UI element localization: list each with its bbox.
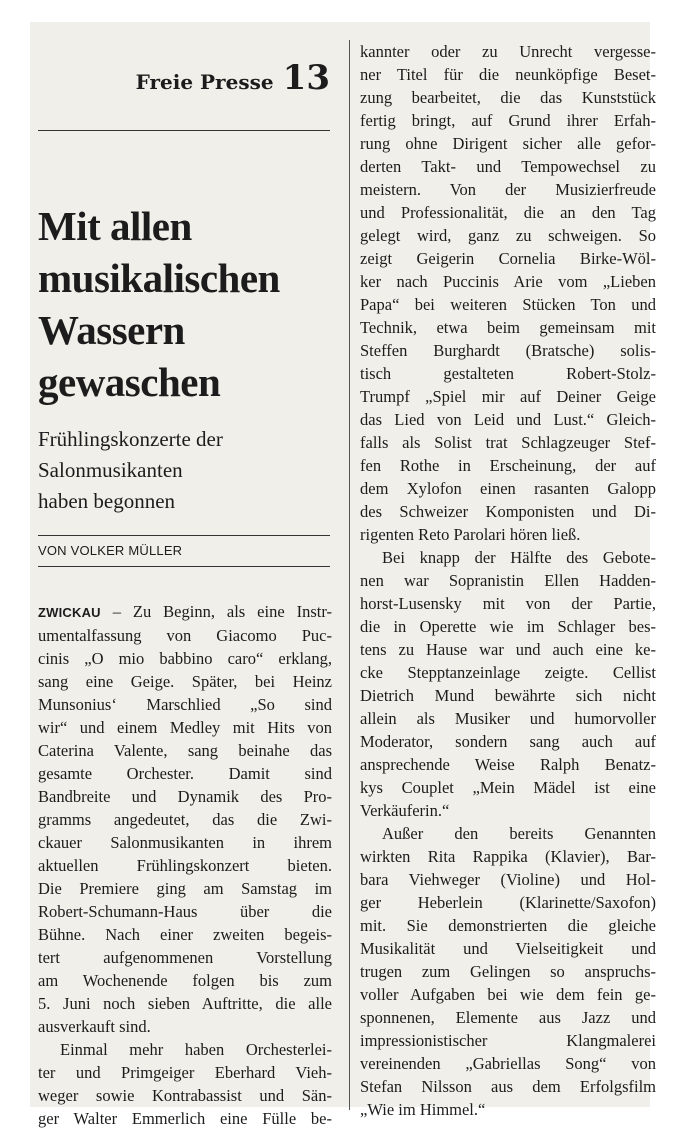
text-line: ger Walter Emmerlich eine Fülle be-	[38, 1109, 332, 1128]
text-line: horst-Lusensky mit von der Partie,	[360, 594, 656, 613]
article-paragraph	[360, 546, 656, 822]
article-headline	[38, 200, 338, 408]
text-line: Bandbreite und Dynamik des Pro-	[38, 787, 332, 806]
text-line: vereinenden „Gabriellas Song“ von	[360, 1054, 656, 1073]
text-line: und Professionalität, die an den Tag	[360, 203, 656, 222]
text-line: das Lied von Leid und Lust.“ Gleich-	[360, 410, 656, 429]
text-line: ker nach Puccinis Arie vom „Lieben	[360, 272, 656, 291]
headline-line: gewaschen	[38, 359, 221, 405]
headline-line: Mit allen	[38, 203, 192, 249]
text-line: falls als Solist trat Schlagzeuger Stef-	[360, 433, 656, 452]
text-line: sponnenen, Elemente aus Jazz und	[360, 1008, 656, 1027]
article-column-left	[38, 600, 332, 1130]
text-line: ausverkauft sind.	[38, 1017, 151, 1036]
text-line: fen Rothe in Erscheinung, der auf	[360, 456, 656, 475]
text-line: am Wochenende folgen bis zum	[38, 971, 332, 990]
text-line: gelegt wird, ganz zu schweigen. So	[360, 226, 656, 245]
text-line: tisch gestalteten Robert-Stolz-	[360, 364, 656, 383]
text-line: wir“ und einem Medley mit Hits von	[38, 718, 332, 737]
text-line: gramms angedeutet, das die Zwi-	[38, 810, 332, 829]
text-line: Musikalität und Vielseitigkeit und	[360, 939, 656, 958]
headline-line: Wassern	[38, 307, 185, 353]
text-line: Trumpf „Spiel mir auf Deiner Geige	[360, 387, 656, 406]
text-line: allein als Musiker und humorvoller	[360, 709, 656, 728]
text-line: nen war Sopranistin Ellen Hadden-	[360, 571, 656, 590]
text-line: rigenten Reto Parolari hören ließ.	[360, 525, 581, 544]
article-paragraph	[38, 1038, 332, 1130]
header-rule	[38, 130, 330, 131]
article-paragraph	[38, 600, 332, 1038]
text-line: die in Operette wie im Schlager bes-	[360, 617, 656, 636]
dateline: ZWICKAU	[38, 605, 101, 620]
subheadline-line: haben begonnen	[38, 489, 176, 513]
text-line: weger sowie Kontrabassist und Sän-	[38, 1086, 332, 1105]
text-line: impressionistischer Klangmalerei	[360, 1031, 656, 1050]
text-line	[38, 600, 332, 624]
byline-bottom-rule	[38, 566, 330, 567]
text-line: Robert-Schumann-Haus über die	[38, 902, 332, 921]
lead-text: – Zu Beginn, als eine Instr-	[100, 602, 332, 621]
text-line: cke Stepptanzeinlage zeigte. Cellist	[360, 663, 656, 682]
text-line: Caterina Valente, sang beinahe das	[38, 741, 332, 760]
newspaper-name: Freie Presse	[135, 70, 274, 94]
text-line: derten Takt- und Tempowechsel zu	[360, 157, 656, 176]
article-paragraph	[360, 822, 656, 1121]
text-line: Moderator, sondern sang auch auf	[360, 732, 656, 751]
text-line: cinis „O mio babbino caro“ erklang,	[38, 649, 332, 668]
text-line: ger Heberlein (Klarinette/Saxofon)	[360, 893, 656, 912]
text-line: fertig bringt, auf Grund ihrer Erfah-	[360, 111, 656, 130]
text-line: tert aufgenommenen Vorstellung	[38, 948, 332, 967]
text-line: wirkten Rita Rappika (Klavier), Bar-	[360, 847, 656, 866]
text-line: Technik, etwa beim gemeinsam mit	[360, 318, 656, 337]
text-line: kys Couplet „Mein Mädel ist eine	[360, 778, 656, 797]
text-line: ansprechende Weise Ralph Benatz-	[360, 755, 656, 774]
text-line: trugen zum Gelingen so anspruchs-	[360, 962, 656, 981]
text-line: Verkäuferin.“	[360, 801, 450, 820]
text-line: gesamte Orchester. Damit sind	[38, 764, 332, 783]
text-line: kannter oder zu Unrecht vergesse-	[360, 42, 656, 61]
text-line: voller Aufgaben bei wie dem fein ge-	[360, 985, 656, 1004]
text-line: ter und Primgeiger Eberhard Vieh-	[38, 1063, 332, 1082]
text-line: ckauer Salonmusikanten in ihrem	[38, 833, 332, 852]
subheadline-line: Salonmusikanten	[38, 458, 183, 482]
text-line: Papa“ bei weiteren Stücken Ton und	[360, 295, 656, 314]
text-line: umentalfassung von Giacomo Puc-	[38, 626, 332, 645]
text-line: zeigt Geigerin Cornelia Birke-Wöl-	[360, 249, 656, 268]
text-line: Munsonius‘ Marschlied „So sind	[38, 695, 332, 714]
text-line: Steffen Burghardt (Bratsche) solis-	[360, 341, 656, 360]
text-line: Die Premiere ging am Samstag im	[38, 879, 332, 898]
text-line: bara Viehweger (Violine) und Hol-	[360, 870, 656, 889]
page-number: 13	[282, 58, 330, 98]
text-line: rung ohne Dirigent sicher alle gefor-	[360, 134, 656, 153]
text-line: Einmal mehr haben Orchesterlei-	[60, 1040, 332, 1059]
text-line: Bühne. Nach einer zweiten begeis-	[38, 925, 332, 944]
byline-top-rule	[38, 535, 330, 536]
headline-line: musikalischen	[38, 255, 280, 301]
text-line: Bei knapp der Hälfte des Gebote-	[382, 548, 656, 567]
byline: VON VOLKER MÜLLER	[38, 543, 183, 558]
text-line: Außer den bereits Genannten	[382, 824, 656, 843]
article-paragraph	[360, 40, 656, 546]
article-column-right	[360, 40, 656, 1121]
page-header	[38, 58, 330, 98]
column-divider	[349, 40, 350, 1110]
text-line: meistern. Von der Musizierfreude	[360, 180, 656, 199]
text-line: Stefan Nilsson aus dem Erfolgsfilm	[360, 1077, 656, 1096]
article-subheadline	[38, 424, 338, 517]
text-line: 5. Juni noch sieben Auftritte, die alle	[38, 994, 332, 1013]
text-line: dem Xylofon einen rasanten Galopp	[360, 479, 656, 498]
text-line: mit. Sie demonstrierten die gleiche	[360, 916, 656, 935]
text-line: ner Titel für die neunköpfige Beset-	[360, 65, 656, 84]
text-line: zung bearbeitet, die das Kunststück	[360, 88, 656, 107]
text-line: aktuellen Frühlingskonzert bieten.	[38, 856, 332, 875]
text-line: sang eine Geige. Später, bei Heinz	[38, 672, 332, 691]
text-line: Dietrich Mund bewährte sich nicht	[360, 686, 656, 705]
text-line: tens zu Hause war und auch eine ke-	[360, 640, 656, 659]
subheadline-line: Frühlingskonzerte der	[38, 427, 223, 451]
text-line: „Wie im Himmel.“	[360, 1100, 486, 1119]
text-line: des Schweizer Komponisten und Di-	[360, 502, 656, 521]
